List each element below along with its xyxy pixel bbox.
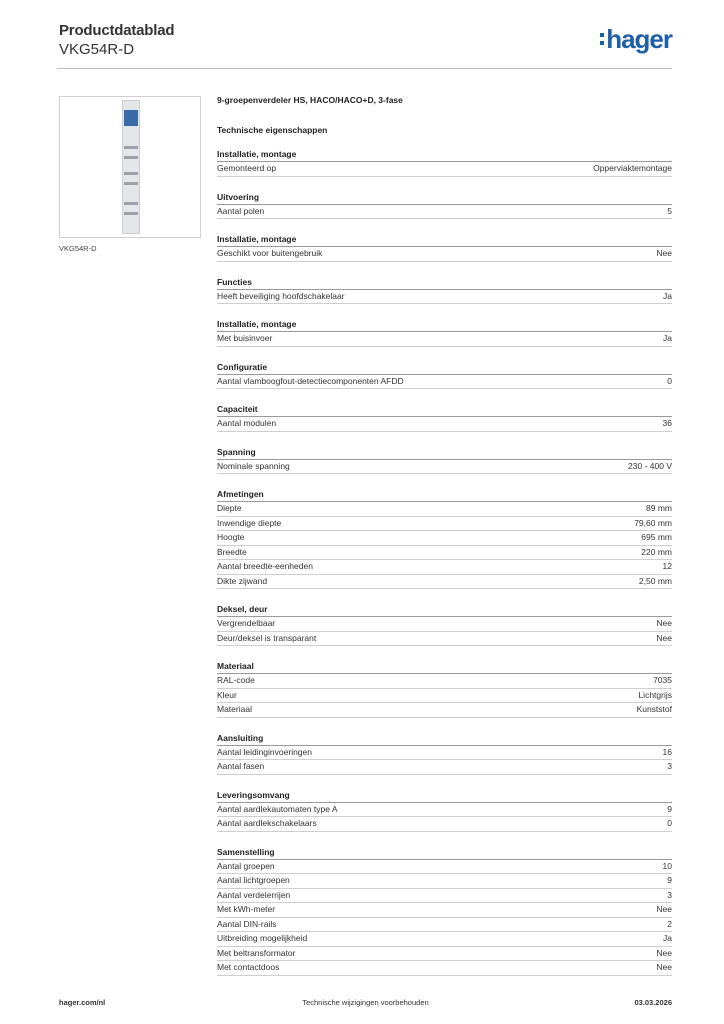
spec-row: [217, 689, 672, 704]
spec-label: Geschikt voor buitengebruik: [217, 248, 323, 258]
spec-label: Aantal DIN-rails: [217, 918, 277, 929]
spec-label: Inwendige diepte: [217, 517, 282, 528]
spec-value: Opperviaktemontage: [593, 163, 672, 173]
spec-label: Aantal leidinginvoeringen: [217, 746, 312, 757]
spec-row: [217, 803, 672, 818]
image-caption: VKG54R-D: [59, 244, 97, 253]
spec-label: Aantal verdelerrijen: [217, 889, 291, 900]
spec-label: Met beltransformator: [217, 947, 296, 958]
spec-row: [217, 375, 672, 390]
spec-label: Kleur: [217, 689, 237, 700]
spec-group: [217, 732, 672, 775]
spec-label: Aantal fasen: [217, 761, 265, 771]
spec-row: [217, 889, 672, 904]
spec-value: 16: [662, 746, 672, 757]
spec-group: [217, 233, 672, 262]
spec-value: Ja: [663, 333, 672, 343]
spec-label: Met kWh-meter: [217, 904, 276, 914]
spec-group: [217, 660, 672, 718]
spec-group-title: Afmetingen: [217, 488, 672, 502]
product-image: [59, 96, 201, 238]
spec-group-title: Aansluiting: [217, 732, 672, 746]
header-divider: [57, 68, 672, 69]
spec-row: [217, 632, 672, 647]
spec-label: Aantal aardlekschakelaars: [217, 818, 317, 828]
spec-label: Aantal breedte-eenheden: [217, 561, 313, 571]
spec-row: [217, 617, 672, 632]
spec-row: [217, 932, 672, 947]
spec-group: [217, 446, 672, 475]
spec-value: 79,60 mm: [634, 517, 672, 528]
spec-value: 89 mm: [646, 503, 672, 513]
spec-value: 9: [667, 875, 672, 885]
logo-text: hager: [606, 24, 672, 54]
spec-label: Nominale spanning: [217, 460, 290, 471]
spec-value: 10: [662, 860, 672, 871]
spec-value: 220 mm: [641, 546, 672, 557]
spec-label: Uitbreiding mogelijkheid: [217, 933, 308, 943]
spec-row: [217, 947, 672, 962]
spec-group-title: Deksel, deur: [217, 603, 672, 617]
spec-row: [217, 918, 672, 933]
spec-row: [217, 546, 672, 561]
spec-value: Kunststof: [636, 704, 672, 714]
spec-row: [217, 860, 672, 875]
spec-group-title: Materiaal: [217, 660, 672, 674]
spec-label: Materiaal: [217, 704, 252, 714]
spec-value: 3: [667, 761, 672, 771]
spec-value: 230 - 400 V: [628, 460, 672, 471]
spec-row: [217, 575, 672, 590]
spec-group-title: Installatie, montage: [217, 148, 672, 162]
spec-value: Nee: [656, 618, 672, 628]
spec-label: Dikte zijwand: [217, 575, 268, 586]
spec-value: 2: [667, 918, 672, 929]
properties-heading: Technische eigenschappen: [217, 125, 328, 135]
spec-row: [217, 502, 672, 517]
spec-value: 0: [667, 818, 672, 828]
spec-group-title: Spanning: [217, 446, 672, 460]
spec-row: [217, 517, 672, 532]
spec-group-title: Uitvoering: [217, 191, 672, 205]
distribution-board-illustration: [122, 100, 140, 234]
spec-value: 695 mm: [641, 532, 672, 542]
hager-logo: [600, 26, 672, 52]
spec-label: Aantal modulen: [217, 418, 277, 428]
footer-website-link[interactable]: hager.com/nl: [59, 998, 106, 1007]
spec-row: [217, 290, 672, 305]
spec-label: Aantal vlamboogfout-detectiecomponenten AFDD: [217, 375, 404, 386]
spec-row: [217, 247, 672, 262]
spec-row: [217, 760, 672, 775]
spec-group: [217, 361, 672, 390]
spec-row: [217, 903, 672, 918]
spec-value: Lichtgrijs: [638, 689, 672, 700]
spec-label: Met buisinvoer: [217, 333, 273, 343]
spec-group: [217, 846, 672, 976]
spec-value: Nee: [656, 248, 672, 258]
spec-group-title: Capaciteit: [217, 403, 672, 417]
spec-label: Hoogte: [217, 532, 245, 542]
spec-label: Aantal aardlekautomaten type A: [217, 803, 338, 814]
spec-label: Breedte: [217, 546, 247, 557]
spec-group: [217, 276, 672, 305]
spec-value: Nee: [656, 904, 672, 914]
footer-date: 03.03.2026: [634, 998, 672, 1007]
spec-row: [217, 961, 672, 976]
spec-label: Aantal groepen: [217, 860, 275, 871]
spec-value: 7035: [653, 675, 672, 685]
spec-group: [217, 403, 672, 432]
spec-value: 12: [662, 561, 672, 571]
page-title: Productdatablad: [59, 22, 175, 39]
spec-group-title: Installatie, montage: [217, 233, 672, 247]
spec-label: Aantal lichtgroepen: [217, 875, 290, 885]
spec-value: Ja: [663, 290, 672, 301]
spec-row: [217, 162, 672, 177]
spec-value: Nee: [656, 947, 672, 958]
spec-content: [217, 95, 672, 990]
spec-label: Diepte: [217, 503, 242, 513]
spec-group: [217, 191, 672, 220]
spec-group-title: Samenstelling: [217, 846, 672, 860]
spec-row: [217, 874, 672, 889]
spec-value: 36: [662, 418, 672, 428]
spec-row: [217, 560, 672, 575]
spec-value: Ja: [663, 933, 672, 943]
spec-value: Nee: [656, 632, 672, 643]
spec-value: 5: [667, 205, 672, 216]
spec-value: 2,50 mm: [638, 575, 672, 586]
spec-row: [217, 817, 672, 832]
spec-group-title: Functies: [217, 276, 672, 290]
spec-label: Deur/deksel is transparant: [217, 632, 317, 643]
spec-group-title: Installatie, montage: [217, 318, 672, 332]
spec-group: [217, 488, 672, 589]
spec-label: Aantal polen: [217, 205, 265, 216]
spec-value: 3: [667, 889, 672, 900]
page-header: [59, 22, 174, 58]
spec-group: [217, 603, 672, 646]
spec-row: [217, 205, 672, 220]
spec-value: 0: [667, 375, 672, 386]
spec-label: Met contactdoos: [217, 962, 280, 972]
spec-row: [217, 332, 672, 347]
spec-label: Vergrendelbaar: [217, 618, 276, 628]
spec-row: [217, 531, 672, 546]
logo-dots-icon: [600, 33, 604, 45]
spec-groups: [217, 148, 672, 976]
spec-group: [217, 318, 672, 347]
footer-disclaimer: Technische wijzigingen voorbehouden: [302, 998, 429, 1007]
spec-group: [217, 789, 672, 832]
spec-label: Gemonteerd op: [217, 163, 277, 173]
spec-row: [217, 417, 672, 432]
spec-label: RAL-code: [217, 675, 255, 685]
spec-row: [217, 674, 672, 689]
spec-row: [217, 746, 672, 761]
spec-row: [217, 460, 672, 475]
spec-row: [217, 703, 672, 718]
spec-group: [217, 148, 672, 177]
spec-value: Nee: [656, 962, 672, 972]
spec-label: Heeft beveiliging hoofdschakelaar: [217, 290, 345, 301]
product-name: 9-groepenverdeler HS, HACO/HACO+D, 3-fase: [217, 95, 403, 105]
spec-group-title: Leveringsomvang: [217, 789, 672, 803]
spec-group-title: Configuratie: [217, 361, 672, 375]
product-code: VKG54R-D: [59, 41, 135, 58]
spec-value: 9: [667, 803, 672, 814]
